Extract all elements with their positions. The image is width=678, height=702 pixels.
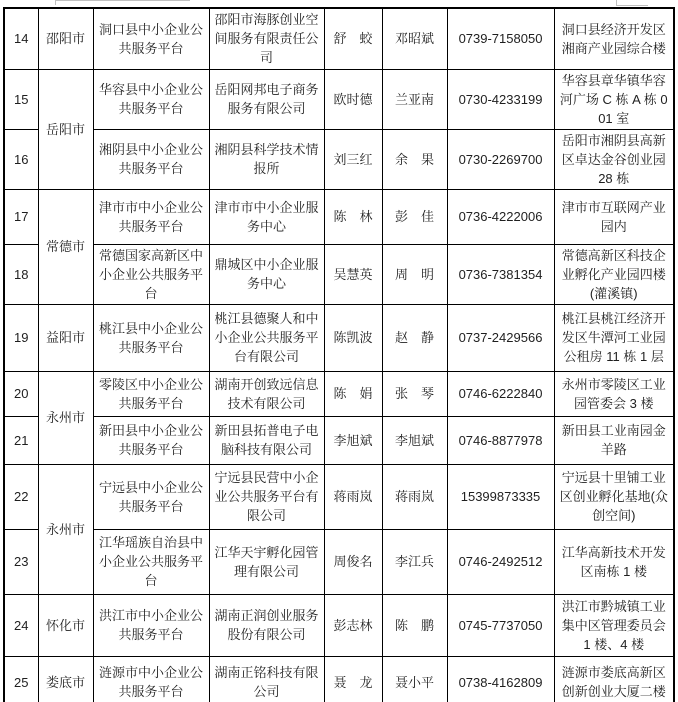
cell-city: 常德市 bbox=[38, 189, 93, 304]
cell-operating-company: 宁远县民营中小企业公共服务平台有限公司 bbox=[209, 464, 324, 529]
cell-phone: 0738-4162809 bbox=[447, 656, 554, 702]
cell-row-number: 22 bbox=[4, 464, 38, 529]
cell-address: 新田县工业南园金羊路 bbox=[554, 416, 674, 464]
cell-row-number: 20 bbox=[4, 371, 38, 416]
cell-operating-company: 津市市中小企业服务中心 bbox=[209, 189, 324, 244]
cell-platform-name: 湘阴县中小企业公共服务平台 bbox=[93, 129, 209, 189]
cell-address: 岳阳市湘阴县高新区卓达金谷创业园 28 栋 bbox=[554, 129, 674, 189]
cell-platform-name: 华容县中小企业公共服务平台 bbox=[93, 69, 209, 129]
table-row bbox=[4, 244, 674, 304]
cell-phone: 0746-2492512 bbox=[447, 529, 554, 594]
crop-artifact-right-horizontal bbox=[616, 5, 648, 6]
cell-contact-primary: 刘三红 bbox=[324, 129, 382, 189]
cell-row-number: 14 bbox=[4, 8, 38, 69]
cell-city: 邵阳市 bbox=[38, 8, 93, 69]
cell-operating-company: 岳阳网邦电子商务服务有限公司 bbox=[209, 69, 324, 129]
cell-platform-name: 宁远县中小企业公共服务平台 bbox=[93, 464, 209, 529]
table-row bbox=[4, 529, 674, 594]
cell-operating-company: 江华天宇孵化园管理有限公司 bbox=[209, 529, 324, 594]
cell-contact-secondary: 张 琴 bbox=[382, 371, 447, 416]
cell-row-number: 21 bbox=[4, 416, 38, 464]
cell-contact-primary: 蒋雨岚 bbox=[324, 464, 382, 529]
cell-contact-primary: 吴慧英 bbox=[324, 244, 382, 304]
cell-city: 岳阳市 bbox=[38, 69, 93, 189]
cell-city: 永州市 bbox=[38, 464, 93, 594]
cell-phone: 0736-4222006 bbox=[447, 189, 554, 244]
cell-operating-company: 邵阳市海豚创业空间服务有限责任公司 bbox=[209, 8, 324, 69]
cell-row-number: 15 bbox=[4, 69, 38, 129]
cell-phone: 0736-7381354 bbox=[447, 244, 554, 304]
cell-operating-company: 新田县拓普电子电脑科技有限公司 bbox=[209, 416, 324, 464]
cell-operating-company: 湖南正铭科技有限公司 bbox=[209, 656, 324, 702]
cell-platform-name: 常德国家高新区中小企业公共服务平台 bbox=[93, 244, 209, 304]
cell-phone: 15399873335 bbox=[447, 464, 554, 529]
table-row bbox=[4, 464, 674, 529]
cell-contact-primary: 陈 娟 bbox=[324, 371, 382, 416]
cell-address: 涟源市娄底高新区创新创业大厦二楼 bbox=[554, 656, 674, 702]
table-row bbox=[4, 304, 674, 371]
cell-operating-company: 湖南正润创业服务股份有限公司 bbox=[209, 594, 324, 656]
table-row bbox=[4, 416, 674, 464]
cell-contact-primary: 聂 龙 bbox=[324, 656, 382, 702]
cell-address: 洪江市黔城镇工业集中区管理委员会 1 楼、4 楼 bbox=[554, 594, 674, 656]
cell-row-number: 24 bbox=[4, 594, 38, 656]
cell-platform-name: 新田县中小企业公共服务平台 bbox=[93, 416, 209, 464]
cell-phone: 0730-2269700 bbox=[447, 129, 554, 189]
cell-contact-secondary: 兰亚南 bbox=[382, 69, 447, 129]
cell-contact-secondary: 彭 佳 bbox=[382, 189, 447, 244]
cell-contact-primary: 李旭斌 bbox=[324, 416, 382, 464]
table-row bbox=[4, 371, 674, 416]
cell-phone: 0739-7158050 bbox=[447, 8, 554, 69]
cell-platform-name: 江华瑶族自治县中小企业公共服务平台 bbox=[93, 529, 209, 594]
table-row bbox=[4, 129, 674, 189]
cell-city: 永州市 bbox=[38, 371, 93, 464]
cell-row-number: 16 bbox=[4, 129, 38, 189]
cell-address: 宁远县十里铺工业区创业孵化基地(众创空间) bbox=[554, 464, 674, 529]
cell-city: 怀化市 bbox=[38, 594, 93, 656]
cell-phone: 0745-7737050 bbox=[447, 594, 554, 656]
cell-operating-company: 湖南开创致远信息技术有限公司 bbox=[209, 371, 324, 416]
cell-phone: 0730-4233199 bbox=[447, 69, 554, 129]
cell-row-number: 19 bbox=[4, 304, 38, 371]
cell-contact-secondary: 赵 静 bbox=[382, 304, 447, 371]
cell-contact-secondary: 李旭斌 bbox=[382, 416, 447, 464]
cell-phone: 0737-2429566 bbox=[447, 304, 554, 371]
cell-address: 永州市零陵区工业园管委会 3 楼 bbox=[554, 371, 674, 416]
cell-address: 华容县章华镇华容河广场 C 栋 A 栋 001 室 bbox=[554, 69, 674, 129]
cell-city: 娄底市 bbox=[38, 656, 93, 702]
cell-row-number: 18 bbox=[4, 244, 38, 304]
cell-contact-primary: 陈 林 bbox=[324, 189, 382, 244]
cell-contact-secondary: 周 明 bbox=[382, 244, 447, 304]
cell-platform-name: 桃江县中小企业公共服务平台 bbox=[93, 304, 209, 371]
cell-contact-secondary: 聂小平 bbox=[382, 656, 447, 702]
cell-platform-name: 洞口县中小企业公共服务平台 bbox=[93, 8, 209, 69]
cell-contact-secondary: 邓昭斌 bbox=[382, 8, 447, 69]
cell-contact-primary: 舒 蛟 bbox=[324, 8, 382, 69]
cell-row-number: 17 bbox=[4, 189, 38, 244]
cell-operating-company: 鼎城区中小企业服务中心 bbox=[209, 244, 324, 304]
cell-row-number: 25 bbox=[4, 656, 38, 702]
cell-operating-company: 湘阴县科学技术情报所 bbox=[209, 129, 324, 189]
table-row bbox=[4, 189, 674, 244]
platform-table-body bbox=[4, 8, 674, 702]
cell-contact-secondary: 余 果 bbox=[382, 129, 447, 189]
crop-artifact-left-horizontal bbox=[55, 0, 190, 1]
cell-phone: 0746-6222840 bbox=[447, 371, 554, 416]
cell-platform-name: 津市市中小企业公共服务平台 bbox=[93, 189, 209, 244]
cell-contact-secondary: 李江兵 bbox=[382, 529, 447, 594]
cell-address: 桃江县桃江经济开发区牛潭河工业园公租房 11 栋 1 层 bbox=[554, 304, 674, 371]
cell-address: 常德高新区科技企业孵化产业园四楼(灌溪镇) bbox=[554, 244, 674, 304]
table-row bbox=[4, 8, 674, 69]
cell-contact-primary: 欧时德 bbox=[324, 69, 382, 129]
cell-contact-secondary: 陈 鹏 bbox=[382, 594, 447, 656]
cell-phone: 0746-8877978 bbox=[447, 416, 554, 464]
cell-contact-primary: 彭志林 bbox=[324, 594, 382, 656]
table-row bbox=[4, 69, 674, 129]
cell-platform-name: 零陵区中小企业公共服务平台 bbox=[93, 371, 209, 416]
cell-platform-name: 洪江市中小企业公共服务平台 bbox=[93, 594, 209, 656]
cell-contact-primary: 周俊名 bbox=[324, 529, 382, 594]
cell-contact-secondary: 蒋雨岚 bbox=[382, 464, 447, 529]
cell-contact-primary: 陈凯波 bbox=[324, 304, 382, 371]
cell-address: 津市市互联网产业园内 bbox=[554, 189, 674, 244]
cell-address: 洞口县经济开发区湘商产业园综合楼 bbox=[554, 8, 674, 69]
cell-address: 江华高新技术开发区南栋 1 楼 bbox=[554, 529, 674, 594]
cell-platform-name: 涟源市中小企业公共服务平台 bbox=[93, 656, 209, 702]
cell-city: 益阳市 bbox=[38, 304, 93, 371]
table-row bbox=[4, 594, 674, 656]
table-row bbox=[4, 656, 674, 702]
cell-operating-company: 桃江县德聚人和中小企业公共服务平台有限公司 bbox=[209, 304, 324, 371]
sme-platform-table bbox=[3, 7, 675, 702]
cell-row-number: 23 bbox=[4, 529, 38, 594]
